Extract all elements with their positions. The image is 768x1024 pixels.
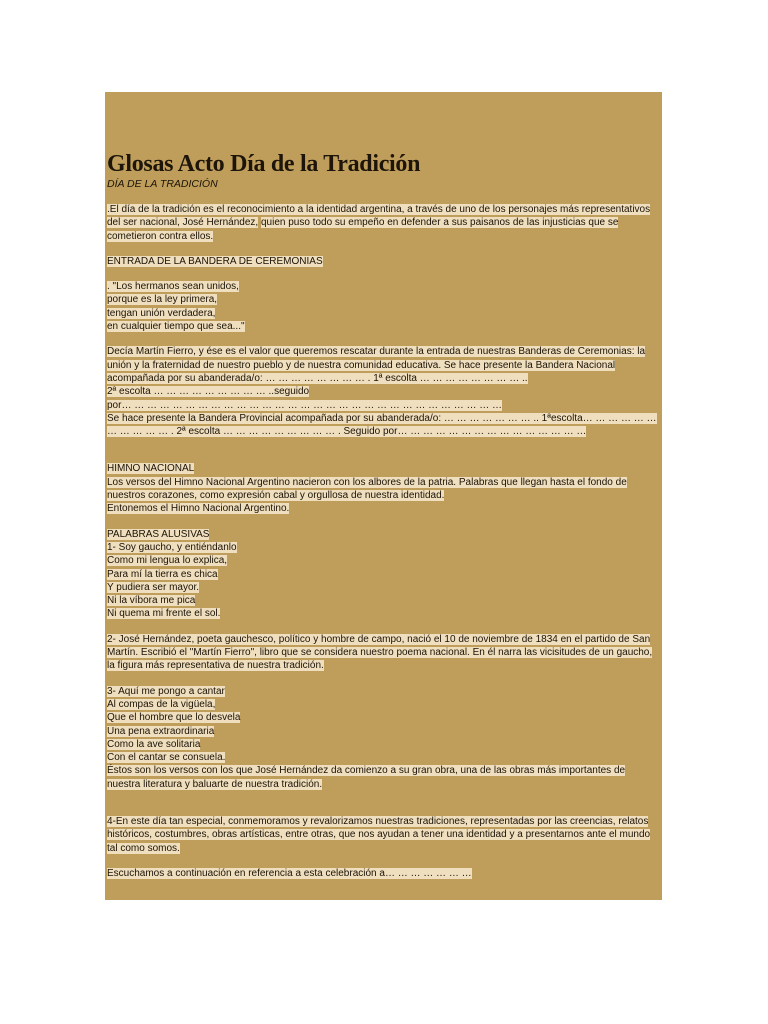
palabras-p3 (107, 764, 660, 791)
verse-line-text: Para mí la tierra es chica (107, 568, 218, 580)
entrada-text3 (107, 399, 660, 412)
verse-line-text: tengan unión verdadera, (107, 307, 216, 319)
verse-line-text: Como la ave solitaria (107, 738, 201, 750)
entrada-text3-span: por… … … … … … … … … … … … … … … … … … … … … … … … … … … … … … (107, 399, 503, 411)
verse-line-text: Que el hombre que lo desvela (107, 712, 241, 724)
verse-line-text: Al compas de la vigüela, (107, 698, 216, 710)
verse-line-text: Ni la víbora me pica (107, 595, 196, 607)
verse-line-text: Una pena extraordinaria (107, 725, 215, 737)
verse-line (107, 280, 660, 293)
himno-heading-text: HIMNO NACIONAL (107, 463, 195, 475)
verse-line (107, 685, 660, 698)
entrada-text4-span: Se hace presente la Bandera Provincial acompañada por su abanderada/o: … … … … … … … .. 1ªescolta… … … … … … … … … … … . 2ª escolta … … … … … … … … … . Seguido por… … … … … … … … … … … … … … … (107, 412, 657, 438)
entrada-text4 (107, 412, 660, 439)
document-page (105, 92, 662, 900)
entrada-text2-span: 2ª escolta … … … … … … … … … ..seguido (107, 386, 310, 398)
document-content (107, 150, 660, 892)
palabras-heading-text: PALABRAS ALUSIVAS (107, 528, 210, 540)
himno-line2-span: Entonemos el Himno Nacional Argentino. (107, 503, 290, 515)
palabras-section (107, 528, 660, 621)
document-subtitle: DÍA DE LA TRADICIÓN (107, 178, 218, 190)
himno-heading (107, 462, 660, 475)
verse-line (107, 568, 660, 581)
intro-part2: quien puso todo su empeño en defender a sus paisanos de las injusticias que se cometieron contra ellos. (107, 217, 619, 242)
verse-line-text: Con el cantar se consuela. (107, 752, 226, 764)
verse-line (107, 607, 660, 620)
verse-line-text: porque es la ley primera, (107, 294, 218, 306)
verse-line (107, 541, 660, 554)
himno-text-span: Los versos del Himno Nacional Argentino nacieron con los albores de la patria. Palabras que llegan hasta el fondo de nuestros corazones, como expresión cabal y orgullosa de nuestra identidad. (107, 476, 627, 502)
palabras-p5-span: Escuchamos a continuación en referencia a esta celebración a… … … … … … … (107, 867, 472, 879)
himno-section (107, 462, 660, 515)
verse-line (107, 738, 660, 751)
entrada-verse (107, 280, 660, 333)
verse-line-text: Como mi lengua lo explica, (107, 555, 228, 567)
himno-text (107, 476, 660, 503)
verse-line-text: 1- Soy gaucho, y entiéndanlo (107, 541, 237, 553)
verse-line (107, 698, 660, 711)
document-title: Glosas Acto Día de la Tradición (107, 151, 421, 177)
verse-line (107, 320, 660, 333)
entrada-heading-text: ENTRADA DE LA BANDERA DE CEREMONIAS (107, 255, 323, 267)
entrada-text1-span: Decía Martín Fierro, y ése es el valor que queremos rescatar durante la entrada de nuestras Banderas de Ceremonias: la unión y la fraternidad de nuestro pueblo y de nuestra comunidad educativa. Se hace presente la Bandera Nacional acompañada por su abanderada/o: … … … … … … … … . 1ª escolta … … … … … … … … .. (107, 346, 646, 384)
entrada-paragraph (107, 345, 660, 438)
verse-line (107, 725, 660, 738)
verse-line (107, 554, 660, 567)
verse-line (107, 594, 660, 607)
verse-line (107, 307, 660, 320)
intro-paragraph (107, 203, 660, 243)
verse-line-text: 3- Aquí me pongo a cantar (107, 685, 225, 697)
entrada-heading (107, 255, 660, 268)
palabras-p4-span: 4-En este día tan especial, conmemoramos y revalorizamos nuestras tradiciones, representadas por las creencias, relatos históricos, costumbres, obras artísticas, entre otras, que nos ayudan a tener una identidad y a presentarnos ante el mundo tal como somos. (107, 815, 651, 854)
verse-line-text: en cualquier tiempo que sea..." (107, 321, 245, 333)
verse-line (107, 581, 660, 594)
palabras-p4 (107, 815, 660, 855)
palabras-p5 (107, 867, 660, 880)
intro-part1: .El día de la tradición es el reconocimiento a la identidad argentina, a través de uno de los personajes más representativos del ser nacional, José Hernández, (107, 204, 651, 229)
verse-line (107, 293, 660, 306)
verse-line-text: Ni quema mi frente el sol. (107, 608, 221, 620)
palabras-p2 (107, 633, 660, 673)
verse-line (107, 751, 660, 764)
verse-line-text: . "Los hermanos sean unidos, (107, 281, 239, 293)
himno-line2 (107, 502, 660, 515)
palabras-verse3 (107, 685, 660, 765)
verse-line-text: Y pudiera ser mayor. (107, 581, 200, 593)
palabras-p3-span: Éstos son los versos con los que José Hernández da comienzo a su gran obra, una de las obras más importantes de nuestra literatura y baluarte de nuestra tradición. (107, 765, 626, 790)
entrada-text2 (107, 385, 660, 398)
spacer (107, 450, 660, 462)
palabras-p2-span: 2- José Hernández, poeta gauchesco, político y hombre de campo, nació el 10 de noviembre de 1834 en el partido de San Martín. Escribió el "Martín Fierro", libro que se considera nuestro poema nacional. En él narra las vicisitudes de un gaucho, la figura más representativa de nuestra tradición. (107, 633, 653, 672)
entrada-text1 (107, 345, 660, 385)
verse-line (107, 711, 660, 724)
spacer (107, 803, 660, 815)
palabras-heading (107, 528, 660, 541)
